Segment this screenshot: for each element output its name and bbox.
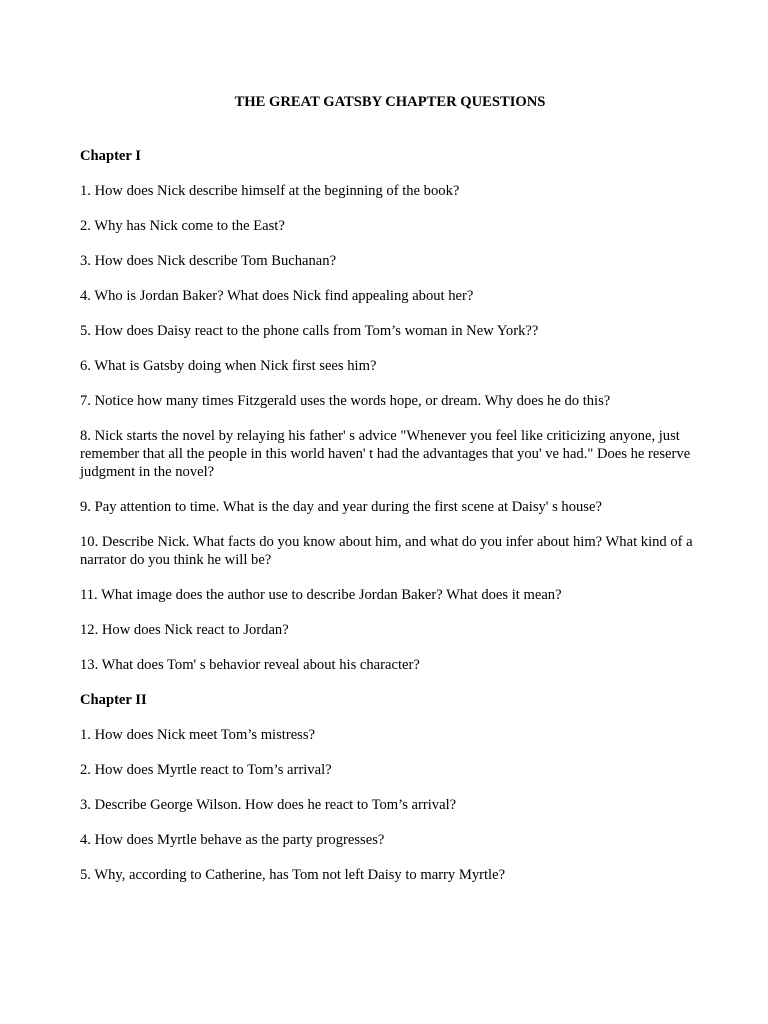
question-item: 10. Describe Nick. What facts do you know about him, and what do you infer about him? What kind of a narrator do you think he will be? — [80, 534, 693, 568]
question-item: 7. Notice how many times Fitzgerald uses the words hope, or dream. Why does he do this? — [80, 393, 611, 409]
question-item: 12. How does Nick react to Jordan? — [80, 622, 289, 638]
question-item: 5. Why, according to Catherine, has Tom not left Daisy to marry Myrtle? — [80, 867, 506, 883]
question-item: 4. Who is Jordan Baker? What does Nick find appealing about her? — [80, 288, 474, 304]
question-item: 11. What image does the author use to describe Jordan Baker? What does it mean? — [80, 587, 562, 603]
question-item: 9. Pay attention to time. What is the day and year during the first scene at Daisy' s house? — [80, 499, 602, 515]
chapter-heading-2: Chapter II — [80, 692, 147, 708]
chapter-2-question-list — [80, 726, 720, 884]
question-item: 3. Describe George Wilson. How does he react to Tom’s arrival? — [80, 797, 457, 813]
question-item: 6. What is Gatsby doing when Nick first sees him? — [80, 358, 377, 374]
document-title: THE GREAT GATSBY CHAPTER QUESTIONS — [234, 94, 546, 110]
question-item: 2. Why has Nick come to the East? — [80, 218, 285, 234]
question-item: 2. How does Myrtle react to Tom’s arrival? — [80, 762, 332, 778]
question-item: 8. Nick starts the novel by relaying his father' s advice "Whenever you feel like criticizing anyone, just remember that all the people in this world haven' t had the advantages that you' ve had." Does he reserve judgment in the novel? — [80, 428, 691, 480]
question-item: 1. How does Nick meet Tom’s mistress? — [80, 727, 316, 743]
question-item: 13. What does Tom' s behavior reveal about his character? — [80, 657, 420, 673]
chapter-1-question-list — [80, 182, 720, 674]
question-item: 5. How does Daisy react to the phone calls from Tom’s woman in New York?? — [80, 323, 539, 339]
question-item: 3. How does Nick describe Tom Buchanan? — [80, 253, 337, 269]
question-item: 4. How does Myrtle behave as the party progresses? — [80, 832, 385, 848]
question-item: 1. How does Nick describe himself at the beginning of the book? — [80, 183, 460, 199]
chapter-heading-1: Chapter I — [80, 148, 141, 164]
